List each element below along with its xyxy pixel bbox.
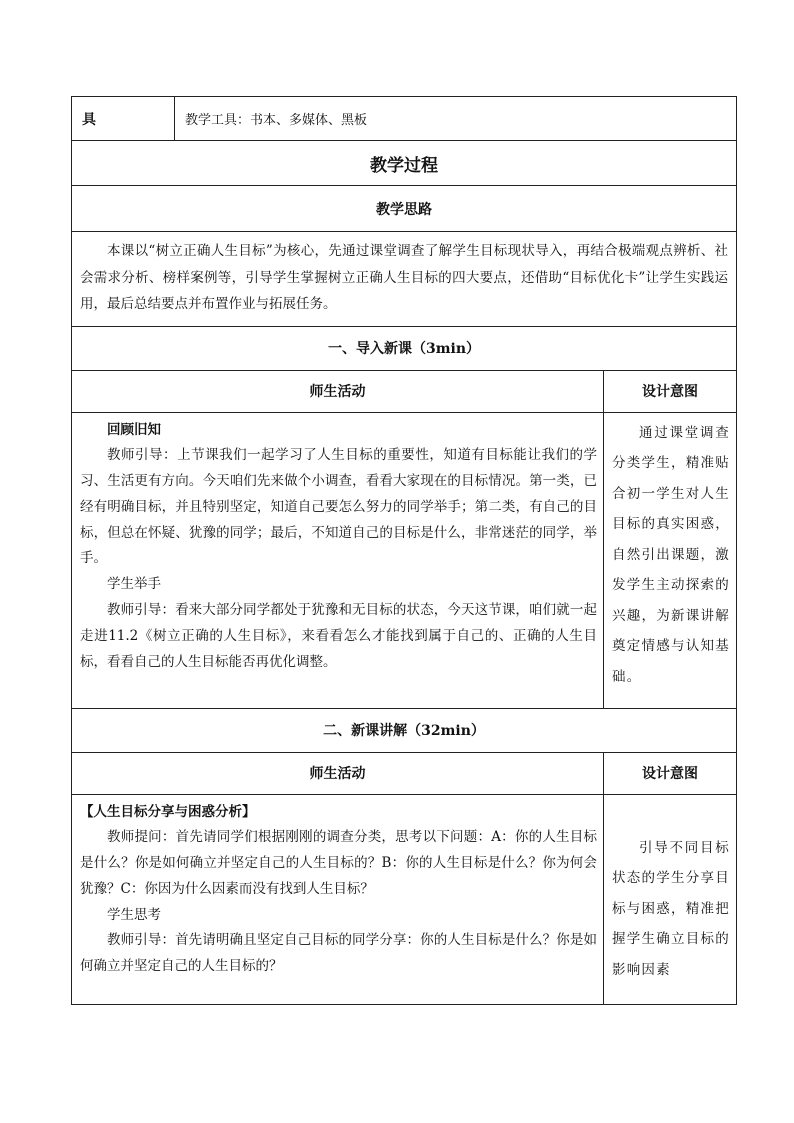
section2-intent-header: 设计意图: [604, 752, 737, 794]
section1-intent-cell: [604, 412, 737, 708]
section1-header-row: [72, 370, 737, 412]
section1-content-row: [72, 412, 737, 708]
section1-activity-cell: [72, 412, 604, 708]
section1-para-students-raise-hands: 学生举手: [107, 576, 161, 593]
section2-header-row: [72, 752, 737, 794]
section1-para-review: 回顾旧知: [107, 421, 161, 438]
teaching-idea-text: 本课以“树立正确人生目标”为核心，先通过课堂调查了解学生目标现状导入，再结合极端观点辨析、社会需求分析、榜样案例等，引导学生掌握树立正确人生目标的四大要点，还借助“目标优化卡”让学生实践运用，最后总结要点并布置作业与拓展任务。: [80, 243, 729, 312]
teaching-idea-cell: [72, 232, 737, 327]
process-title-row: [72, 141, 737, 186]
section2-para-students-think: 学生思考: [107, 906, 161, 923]
section2-content-row: [72, 794, 737, 1004]
section1-intent-text: 通过课堂调查分类学生，精准贴合初一学生对人生目标的真实困惑，自然引出课题，激发学生主动探索的兴趣，为新课讲解奠定情感与认知基础。: [612, 424, 731, 685]
section2-activity-header: 师生活动: [72, 752, 604, 794]
section2-activity-cell: [72, 794, 604, 1004]
section1-title: 一、导入新课（3min）: [72, 326, 737, 370]
section2-para-teacher-question: 教师提问：首先请同学们根据刚刚的调查分类，思考以下问题：A：你的人生目标是什么？你是如何确立并坚定自己的人生目标的？B：你的人生目标是什么？你为何会犹豫？C：你因为什么因素而没有找到人生目标？: [80, 829, 597, 897]
teaching-idea-row: [72, 232, 737, 327]
section2-title: 二、新课讲解（32min）: [72, 708, 737, 752]
section1-para-teacher-guide-2: 教师引导：看来大部分同学都处于犹豫和无目标的状态，今天这节课，咱们就一起走进11.2《树立正确的人生目标》，来看看怎么才能找到属于自己的、正确的人生目标，看看自己的人生目标能否再优化调整。: [80, 602, 597, 670]
tools-label: 具: [72, 97, 175, 141]
section1-intent-header: 设计意图: [604, 370, 737, 412]
section2-para-heading: 【人生目标分享与困惑分析】: [80, 803, 256, 820]
process-title: 教学过程: [72, 141, 737, 186]
section2-intent-text: 引导不同目标状态的学生分享目标与困惑，精准把握学生确立目标的影响因素: [612, 839, 731, 978]
teaching-idea-title: 教学思路: [72, 186, 737, 232]
section1-para-teacher-guide-1: 教师引导：上节课我们一起学习了人生目标的重要性，知道有目标能让我们的学习、生活更有方向。今天咱们先来做个小调查，看看大家现在的目标情况。第一类，已经有明确目标，并且特别坚定，知道自己要怎么努力的同学举手；第二类，有自己的目标，但总在怀疑、犹豫的同学；最后，不知道自己的目标是什么，非常迷茫的同学，举手。: [80, 447, 597, 567]
tools-row: [72, 97, 737, 141]
section2-para-teacher-guide: 教师引导：首先请明确且坚定自己目标的同学分享：你的人生目标是什么？你是如何确立并坚定自己的人生目标的？: [80, 932, 597, 975]
section2-intent-cell: [604, 794, 737, 1004]
tools-value: 教学工具：书本、多媒体、黑板: [175, 97, 737, 141]
section1-activity-header: 师生活动: [72, 370, 604, 412]
section1-title-row: [72, 326, 737, 370]
lesson-plan-table: [71, 96, 737, 1005]
section2-title-row: [72, 708, 737, 752]
teaching-idea-title-row: [72, 186, 737, 232]
